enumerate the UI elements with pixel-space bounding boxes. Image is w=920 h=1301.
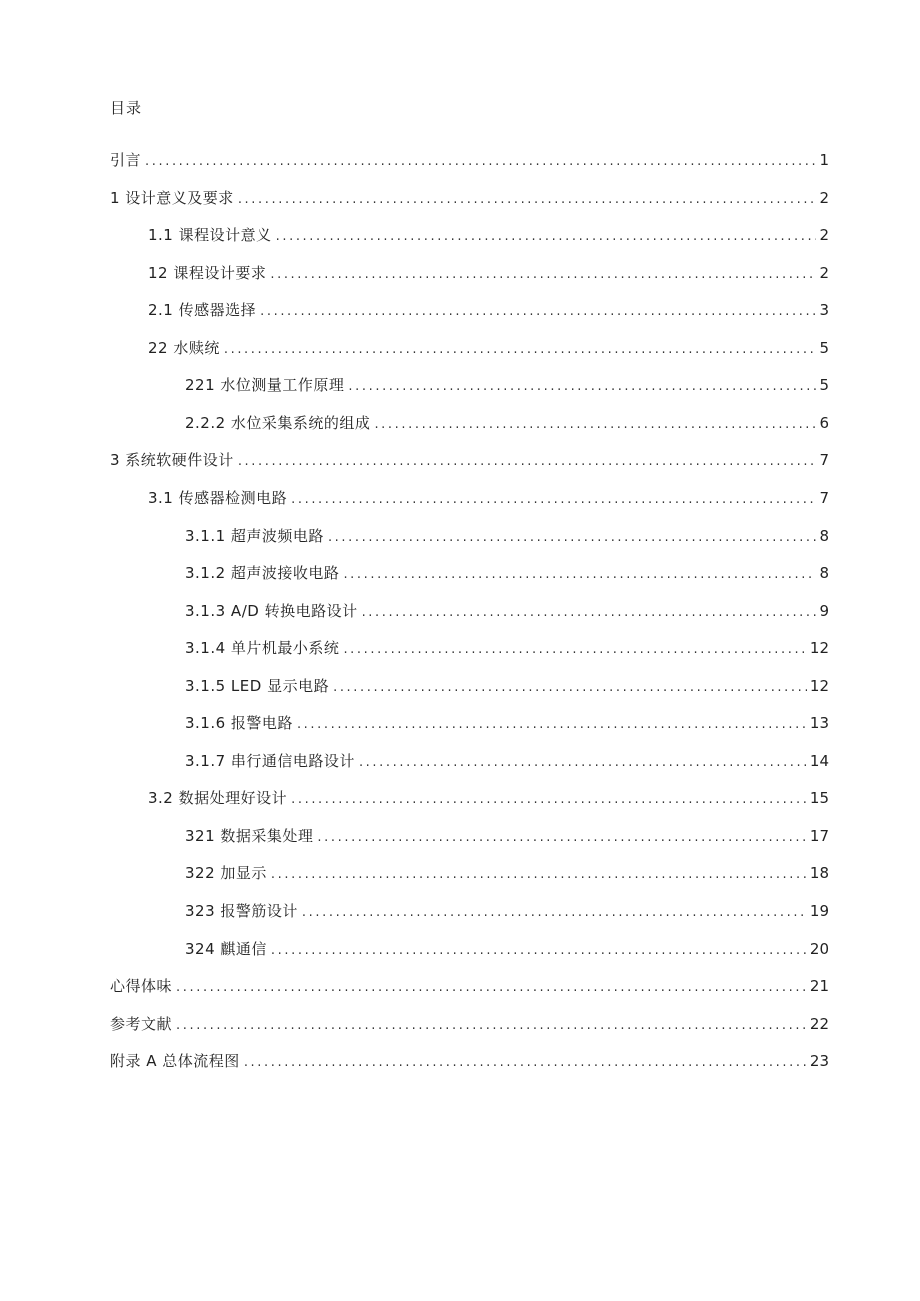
toc-entry-page-number: 12: [809, 639, 829, 658]
dot-leader: [271, 939, 807, 961]
toc-entry[interactable]: [110, 1049, 829, 1073]
dot-leader: [176, 976, 807, 998]
toc-entry-title: 321 数据采集处理: [185, 826, 314, 845]
toc-entry-title: 附录 A 总体流程图: [110, 1052, 240, 1071]
page-title: 目录: [110, 99, 143, 117]
toc-entry[interactable]: [110, 448, 829, 472]
toc-entry-page-number: 2: [819, 263, 829, 282]
dot-leader: [348, 375, 816, 397]
toc-entry[interactable]: [110, 1012, 829, 1036]
dot-leader: [260, 300, 816, 322]
toc-entry[interactable]: [110, 186, 829, 210]
toc-entry-page-number: 7: [819, 488, 829, 507]
toc-entry[interactable]: [148, 336, 829, 360]
toc-entry-page-number: 15: [809, 789, 829, 808]
toc-entry-page-number: 12: [809, 676, 829, 695]
toc-entry[interactable]: [148, 261, 829, 285]
toc-entry-page-number: 19: [809, 902, 829, 920]
dot-leader: [333, 676, 807, 698]
toc-entry[interactable]: [148, 786, 829, 810]
dot-leader: [271, 863, 807, 885]
toc-entry[interactable]: [185, 636, 829, 660]
dot-leader: [145, 150, 816, 172]
dot-leader: [291, 788, 807, 810]
dot-leader: [317, 826, 807, 848]
toc-entry[interactable]: [185, 937, 829, 961]
dot-leader: [176, 1014, 807, 1036]
dot-leader: [359, 751, 807, 773]
toc-entry-page-number: 9: [819, 601, 829, 620]
toc-entry[interactable]: [185, 899, 829, 923]
toc-entry[interactable]: [148, 486, 829, 510]
dot-leader: [374, 413, 816, 435]
toc-entry-page-number: 2: [819, 226, 829, 245]
toc-entry-page-number: 7: [819, 451, 829, 470]
toc-entry-title: 3.1.5 LED 显示电路: [185, 676, 330, 695]
dot-leader: [291, 488, 816, 510]
dot-leader: [343, 563, 816, 585]
toc-entry-page-number: 23: [809, 1052, 829, 1071]
toc-entry-page-number: 17: [809, 826, 829, 845]
dot-leader: [238, 188, 816, 210]
toc-entry-title: 22 水赎统: [148, 338, 220, 357]
dot-leader: [362, 601, 816, 623]
dot-leader: [302, 901, 807, 923]
toc-entry-page-number: 8: [819, 564, 829, 583]
dot-leader: [224, 338, 816, 360]
dot-leader: [270, 263, 816, 285]
toc-entry-title: 3.1.3 A/D 转换电路设计: [185, 601, 358, 620]
toc-entry-title: 3 系统软硬件设计: [110, 451, 234, 470]
toc-entry-title: 1.1 课程设计意义: [148, 226, 272, 245]
toc-entry-title: 3.1.1 超声波频电路: [185, 526, 324, 545]
dot-leader: [343, 638, 806, 660]
toc-entry-title: 2.1 传感器选择: [148, 301, 257, 320]
toc-entry-page-number: 5: [819, 338, 829, 357]
toc-entry[interactable]: [148, 298, 829, 322]
dot-leader: [244, 1051, 807, 1073]
toc-entry-title: 3.1.4 单片机最小系统: [185, 639, 340, 658]
toc-entry-page-number: 1: [819, 151, 829, 169]
toc-entry-title: 324 麒通信: [185, 939, 267, 958]
toc-entry[interactable]: [185, 524, 829, 548]
toc-entry-page-number: 14: [809, 751, 829, 770]
dot-leader: [276, 225, 816, 247]
toc-entry-title: 心得体味: [110, 977, 173, 996]
toc-entry-title: 221 水位测量工作原理: [185, 376, 345, 395]
toc-entry-page-number: 18: [809, 864, 829, 883]
toc-entry-page-number: 2: [819, 188, 829, 207]
toc-entry-page-number: 20: [809, 939, 829, 958]
dot-leader: [238, 450, 816, 472]
dot-leader: [328, 526, 816, 548]
toc-entry-title: 322 加显示: [185, 864, 267, 883]
toc-entry-title: 3.1 传感器检测电路: [148, 488, 288, 507]
toc-entry[interactable]: [185, 373, 829, 397]
toc-entry[interactable]: [185, 749, 829, 773]
dot-leader: [297, 713, 807, 735]
toc-entry-title: 1 设计意义及要求: [110, 188, 234, 207]
toc-entry[interactable]: [185, 711, 829, 735]
toc-entry-title: 2.2.2 水位采集系统的组成: [185, 413, 371, 432]
toc-entry[interactable]: [185, 861, 829, 885]
toc-entry[interactable]: [110, 148, 829, 172]
toc-entry-title: 参考文献: [110, 1014, 173, 1033]
toc-entry[interactable]: [148, 223, 829, 247]
toc-entry[interactable]: [185, 824, 829, 848]
toc-entry-title: 3.2 数据处理好设计: [148, 789, 288, 808]
toc-entry-page-number: 8: [819, 526, 829, 545]
toc-entry-title: 3.1.7 串行通信电路设计: [185, 751, 355, 770]
toc-entry-page-number: 13: [809, 714, 829, 733]
toc-entry-page-number: 22: [809, 1014, 829, 1033]
toc-entry-page-number: 6: [819, 413, 829, 432]
toc-entry[interactable]: [110, 974, 829, 998]
toc-entry-title: 323 报警筋设计: [185, 902, 298, 920]
toc-entry-page-number: 5: [819, 376, 829, 395]
toc-entry-title: 12 课程设计要求: [148, 263, 267, 282]
toc-entry[interactable]: [185, 599, 829, 623]
toc-entry[interactable]: [185, 561, 829, 585]
toc-entry-title: 引言: [110, 151, 142, 169]
toc-entry[interactable]: [185, 674, 829, 698]
toc-entry-title: 3.1.6 报警电路: [185, 714, 293, 733]
toc-entry-page-number: 3: [819, 301, 829, 320]
toc-entry-title: 3.1.2 超声波接收电路: [185, 564, 340, 583]
toc-entry[interactable]: [185, 411, 829, 435]
toc-entry-page-number: 21: [809, 977, 829, 996]
